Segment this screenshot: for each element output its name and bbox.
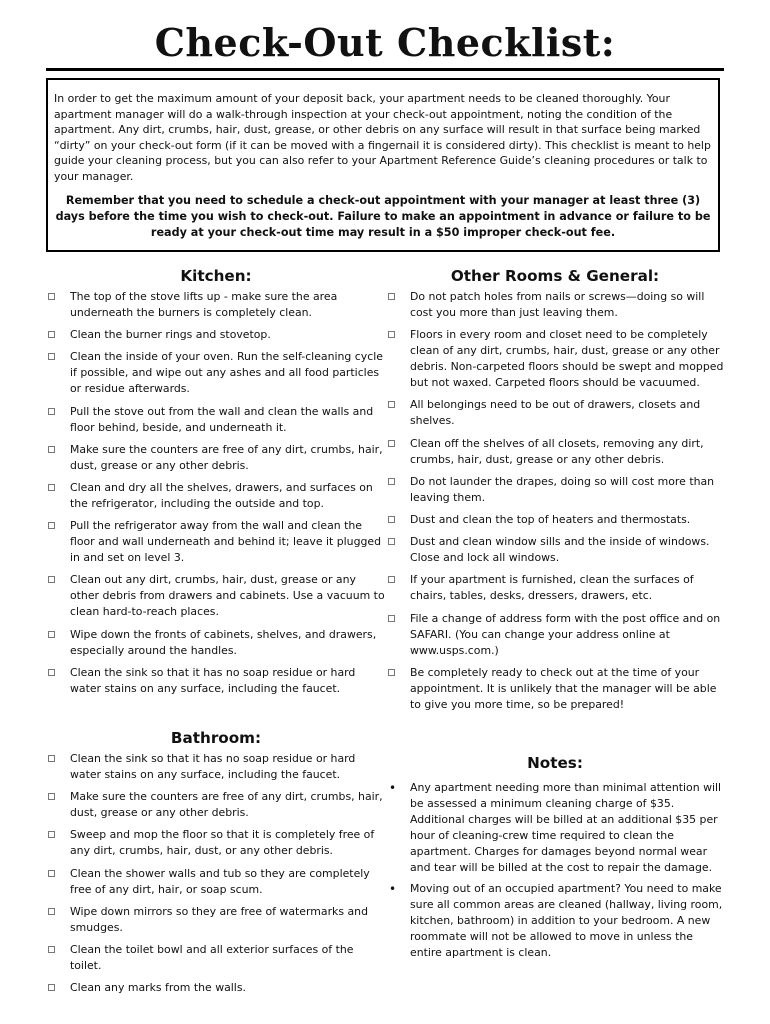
- kitchen-item-text: Clean and dry all the shelves, drawers, and surfaces on the refrigerator, including the outside and top.: [70, 480, 373, 510]
- bathroom-item: [46, 827, 386, 859]
- checkbox-icon[interactable]: [48, 353, 55, 360]
- checkbox-icon[interactable]: [48, 669, 55, 676]
- notes-item: [386, 881, 726, 961]
- intro-warning: Remember that you need to schedule a check-out appointment with your manager at least three (3) days before the time you wish to check-out. Failure to make an appointment in advance or failure to be ready at your check-out time may result in a $50 improper check-out fee.: [55, 193, 711, 239]
- checkbox-icon[interactable]: [48, 631, 55, 638]
- bathroom-item: [46, 904, 386, 936]
- checkbox-icon[interactable]: [48, 831, 55, 838]
- checkbox-icon[interactable]: [388, 401, 395, 408]
- kitchen-item: [46, 349, 386, 397]
- notes-list: [386, 780, 726, 965]
- other-item: [386, 572, 726, 604]
- other-item-text: Floors in every room and closet need to be completely clean of any dirt, crumbs, hair, dust, grease or any other debris. Non-carpeted floors should be swept and mopped but not waxed. Carpeted floors should be vacuumed.: [410, 328, 724, 390]
- checkbox-icon[interactable]: [388, 576, 395, 583]
- bathroom-item: [46, 980, 386, 996]
- bathroom-item-text: Clean the sink so that it has no soap residue or hard water stains on any surface, including the faucet.: [70, 752, 356, 781]
- other-item-text: Dust and clean the top of heaters and thermostats.: [410, 512, 691, 526]
- other-rooms-list: [386, 289, 726, 719]
- bathroom-item: [46, 866, 386, 898]
- kitchen-list: [46, 289, 386, 703]
- bathroom-item-text: Sweep and mop the floor so that it is completely free of any dirt, crumbs, hair, dust, or any other debris.: [70, 828, 375, 858]
- bathroom-list: [46, 751, 386, 1002]
- kitchen-item: [46, 442, 386, 474]
- intro-box: [46, 78, 720, 252]
- other-item-text: Be completely ready to check out at the time of your appointment. It is unlikely that the manager will be able to give you more time, so be prepared!: [410, 665, 717, 711]
- kitchen-item-text: Pull the stove out from the wall and clean the walls and floor behind, beside, and underneath it.: [70, 404, 374, 434]
- kitchen-item-text: Clean out any dirt, crumbs, hair, dust, grease or any other debris from drawers and cabinets. Use a vacuum to clean hard-to-reach places.: [70, 573, 385, 619]
- checkbox-icon[interactable]: [48, 522, 55, 529]
- other-item: [386, 534, 726, 566]
- bathroom-item-text: Wipe down mirrors so they are free of watermarks and smudges.: [70, 904, 368, 934]
- checkbox-icon[interactable]: [48, 946, 55, 953]
- other-item: [386, 512, 726, 528]
- bathroom-item: [46, 942, 386, 974]
- bathroom-item-text: Clean the shower walls and tub so they are completely free of any dirt, hair, or soap scum.: [70, 866, 370, 896]
- other-item-text: Do not patch holes from nails or screws—doing so will cost you more than just leaving them.: [410, 290, 705, 319]
- kitchen-item: [46, 518, 386, 566]
- checkbox-icon[interactable]: [48, 755, 55, 762]
- kitchen-item-text: Pull the refrigerator away from the wall and clean the floor and wall underneath and behind it; leave it plugged in and set on level 3.: [70, 519, 382, 565]
- kitchen-item-text: Make sure the counters are free of any dirt, crumbs, hair, dust, grease or any other debris.: [70, 442, 383, 472]
- checkbox-icon[interactable]: [48, 446, 55, 453]
- kitchen-item: [46, 327, 386, 343]
- other-rooms-heading: Other Rooms & General:: [450, 267, 660, 285]
- title-rule: [46, 68, 724, 71]
- kitchen-item-text: Clean the sink so that it has no soap residue or hard water stains on any surface, including the faucet.: [70, 665, 356, 695]
- bathroom-item-text: Clean any marks from the walls.: [70, 981, 246, 995]
- other-item-text: File a change of address form with the post office and on SAFARI. (You can change your address online at www.usps.com.): [410, 611, 721, 657]
- checkbox-icon[interactable]: [388, 615, 395, 622]
- other-item: [386, 665, 726, 713]
- checkbox-icon[interactable]: [48, 793, 55, 800]
- checkbox-icon[interactable]: [48, 984, 55, 991]
- checkbox-icon[interactable]: [388, 440, 395, 447]
- other-item: [386, 397, 726, 429]
- bathroom-item-text: Clean the toilet bowl and all exterior surfaces of the toilet.: [70, 942, 354, 972]
- other-item: [386, 327, 726, 391]
- kitchen-item: [46, 627, 386, 659]
- other-item: [386, 289, 726, 321]
- other-item-text: Do not launder the drapes, doing so will cost more than leaving them.: [410, 474, 715, 504]
- checkbox-icon[interactable]: [48, 908, 55, 915]
- checkbox-icon[interactable]: [48, 870, 55, 877]
- kitchen-item: [46, 480, 386, 512]
- notes-heading: Notes:: [527, 754, 583, 772]
- other-item: [386, 611, 726, 659]
- page-title: Check-Out Checklist:: [154, 20, 616, 65]
- checkbox-icon[interactable]: [48, 576, 55, 583]
- bathroom-item: [46, 751, 386, 783]
- kitchen-item-text: The top of the stove lifts up - make sure the area underneath the burners is completely clean.: [70, 290, 338, 319]
- bullet-icon: •: [389, 781, 397, 795]
- notes-item-text: Any apartment needing more than minimal attention will be assessed a minimum cleaning charge of $35. Additional charges will be billed at an additional $35 per hour of cleaning-crew time required to clean the apartment. Charges for damages beyond normal wear and tear will be billed at the cost to repair the damage.: [410, 781, 722, 874]
- kitchen-item-text: Wipe down the fronts of cabinets, shelves, and drawers, especially around the handles.: [70, 627, 377, 657]
- other-item-text: If your apartment is furnished, clean the surfaces of chairs, tables, desks, dressers, drawers, etc.: [410, 573, 694, 603]
- kitchen-item: [46, 572, 386, 620]
- checkbox-icon[interactable]: [48, 293, 55, 300]
- checkbox-icon[interactable]: [48, 408, 55, 415]
- checkbox-icon[interactable]: [388, 669, 395, 676]
- kitchen-item: [46, 289, 386, 321]
- bathroom-item-text: Make sure the counters are free of any dirt, crumbs, hair, dust, grease or any other debris.: [70, 790, 383, 820]
- kitchen-heading: Kitchen:: [180, 267, 252, 285]
- checkbox-icon[interactable]: [388, 293, 395, 300]
- checkbox-icon[interactable]: [388, 538, 395, 545]
- checkbox-icon[interactable]: [388, 478, 395, 485]
- kitchen-item-text: Clean the inside of your oven. Run the self-cleaning cycle if possible, and wipe out any ashes and all food particles or residue afterwards.: [70, 350, 383, 396]
- other-item-text: All belongings need to be out of drawers, closets and shelves.: [410, 398, 701, 428]
- kitchen-item: [46, 665, 386, 697]
- checkbox-icon[interactable]: [388, 331, 395, 338]
- kitchen-item: [46, 404, 386, 436]
- notes-item-text: Moving out of an occupied apartment? You need to make sure all common areas are cleaned (hallway, living room, kitchen, bathroom) in addition to your bedroom. A new roommate will not be allowed to move in unless the entire apartment is clean.: [410, 881, 723, 959]
- other-item-text: Dust and clean window sills and the inside of windows. Close and lock all windows.: [410, 535, 710, 565]
- bullet-icon: •: [389, 881, 397, 896]
- kitchen-item-text: Clean the burner rings and stovetop.: [70, 328, 271, 342]
- bathroom-item: [46, 789, 386, 821]
- other-item: [386, 436, 726, 468]
- other-item: [386, 474, 726, 506]
- intro-text: In order to get the maximum amount of your deposit back, your apartment needs to be cleaned thoroughly. Your apartment manager will do a walk-through inspection at your check-out appointment, noting the condition of the apartment. Any dirt, crumbs, hair, dust, grease, or other debris on any surface will result in that surface being marked “dirty” on your check-out form (if it can be moved with a fingernail it is considered dirty). This checklist is meant to help guide your cleaning process, but you can also refer to your Apartment Reference Guide’s cleaning procedures or talk to your manager.: [54, 92, 711, 183]
- checkbox-icon[interactable]: [48, 331, 55, 338]
- bathroom-heading: Bathroom:: [170, 729, 262, 747]
- checkbox-icon[interactable]: [48, 484, 55, 491]
- other-item-text: Clean off the shelves of all closets, removing any dirt, crumbs, hair, dust, grease or any other debris.: [410, 436, 704, 466]
- notes-item: [386, 780, 726, 876]
- checkbox-icon[interactable]: [388, 516, 395, 523]
